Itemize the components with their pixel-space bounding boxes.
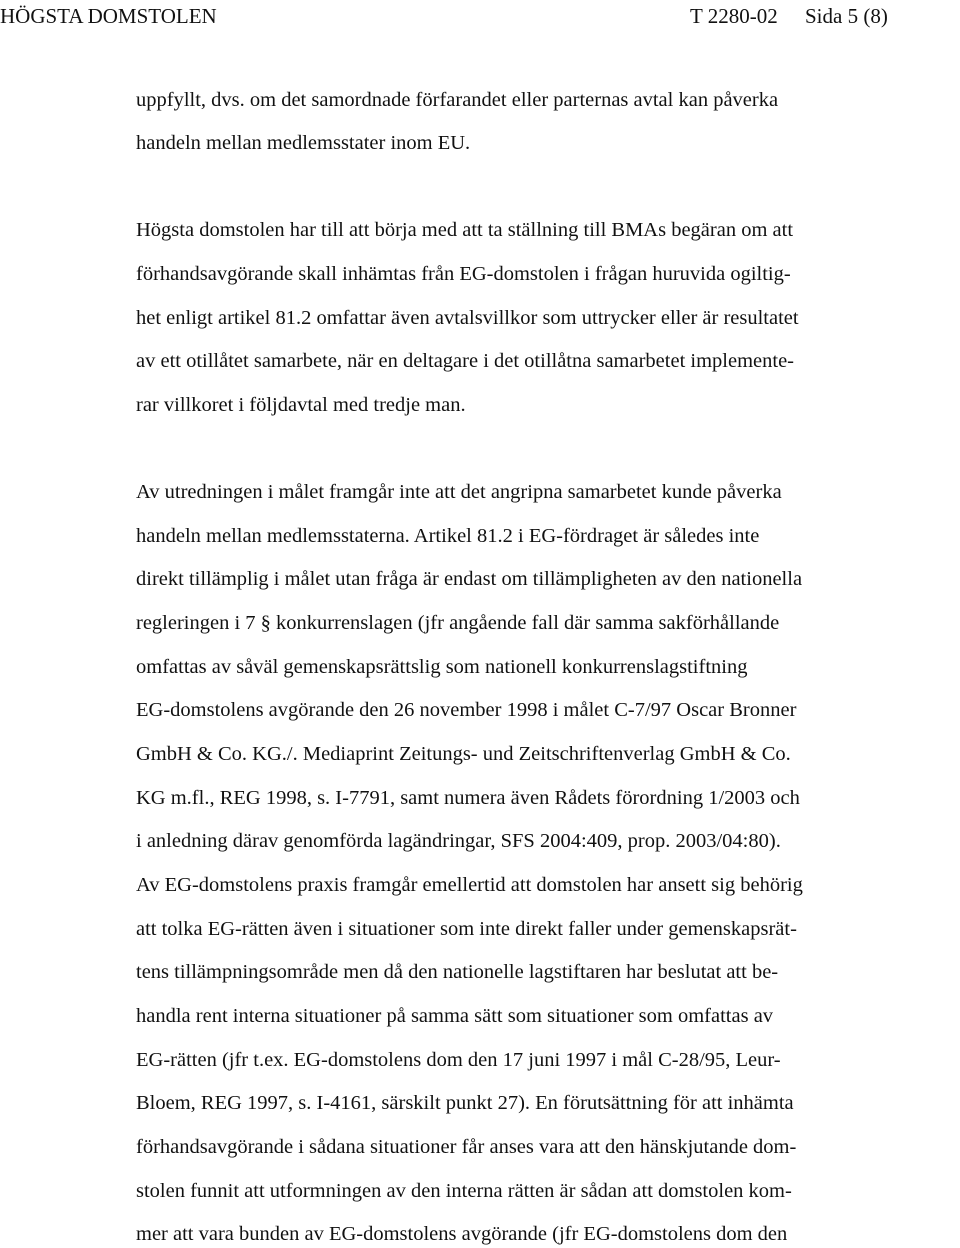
text-line: av ett otillåtet samarbete, när en deltagare i det otillåtna samarbetet implemente-	[136, 350, 794, 372]
text-line: uppfyllt, dvs. om det samordnade förfarandet eller parternas avtal kan påverka	[136, 89, 779, 111]
text-line: Av utredningen i målet framgår inte att det angripna samarbetet kunde påverka	[136, 481, 782, 503]
text-line: handla rent interna situationer på samma sätt som situationer som omfattas av	[136, 1005, 774, 1027]
text-line: EG-rätten (jfr t.ex. EG-domstolens dom den 17 juni 1997 i mål C-28/95, Leur-	[136, 1049, 781, 1071]
text-line: KG m.fl., REG 1998, s. I-7791, samt numera även Rådets förordning 1/2003 och	[136, 787, 800, 809]
text-line: att tolka EG-rätten även i situationer som inte direkt faller under gemenskapsrät-	[136, 918, 797, 940]
text-line: förhandsavgörande i sådana situationer får anses vara att den hänskjutande dom-	[136, 1136, 797, 1158]
text-line: förhandsavgörande skall inhämtas från EG-domstolen i frågan huruvida ogiltig-	[136, 263, 791, 285]
text-line: i anledning därav genomförda lagändringar, SFS 2004:409, prop. 2003/04:80).	[136, 830, 781, 852]
header-case-number: T 2280-02	[690, 4, 778, 28]
text-line: GmbH & Co. KG./. Mediaprint Zeitungs- und Zeitschriftenverlag GmbH & Co.	[136, 743, 791, 765]
text-line: Av EG-domstolens praxis framgår emellertid att domstolen har ansett sig behörig	[136, 874, 803, 896]
text-line: Bloem, REG 1997, s. I-4161, särskilt punkt 27). En förutsättning för att inhämta	[136, 1092, 794, 1114]
text-line: omfattas av såväl gemenskapsrättslig som nationell konkurrenslagstiftning	[136, 656, 748, 678]
text-line: Högsta domstolen har till att börja med att ta ställning till BMAs begäran om att	[136, 219, 794, 241]
header-court-name: HÖGSTA DOMSTOLEN	[0, 4, 217, 28]
text-line: handeln mellan medlemsstater inom EU.	[136, 132, 471, 154]
text-line: stolen funnit att utformningen av den interna rätten är sådan att domstolen kom-	[136, 1180, 792, 1202]
text-line: het enligt artikel 81.2 omfattar även avtalsvillkor som uttrycker eller är resultatet	[136, 307, 799, 329]
text-line: direkt tillämplig i målet utan fråga är endast om tillämpligheten av den nationella	[136, 568, 803, 590]
text-line: rar villkoret i följdavtal med tredje man.	[136, 394, 466, 416]
text-line: EG-domstolens avgörande den 26 november 1998 i målet C-7/97 Oscar Bronner	[136, 699, 797, 721]
header-page-number: Sida 5 (8)	[805, 4, 888, 28]
text-line: regleringen i 7 § konkurrenslagen (jfr angående fall där samma sakförhållande	[136, 612, 780, 634]
text-line: handeln mellan medlemsstaterna. Artikel 81.2 i EG-fördraget är således inte	[136, 525, 760, 547]
text-line: tens tillämpningsområde men då den nationelle lagstiftaren har beslutat att be-	[136, 961, 779, 983]
text-line: mer att vara bunden av EG-domstolens avgörande (jfr EG-domstolens dom den	[136, 1223, 788, 1245]
